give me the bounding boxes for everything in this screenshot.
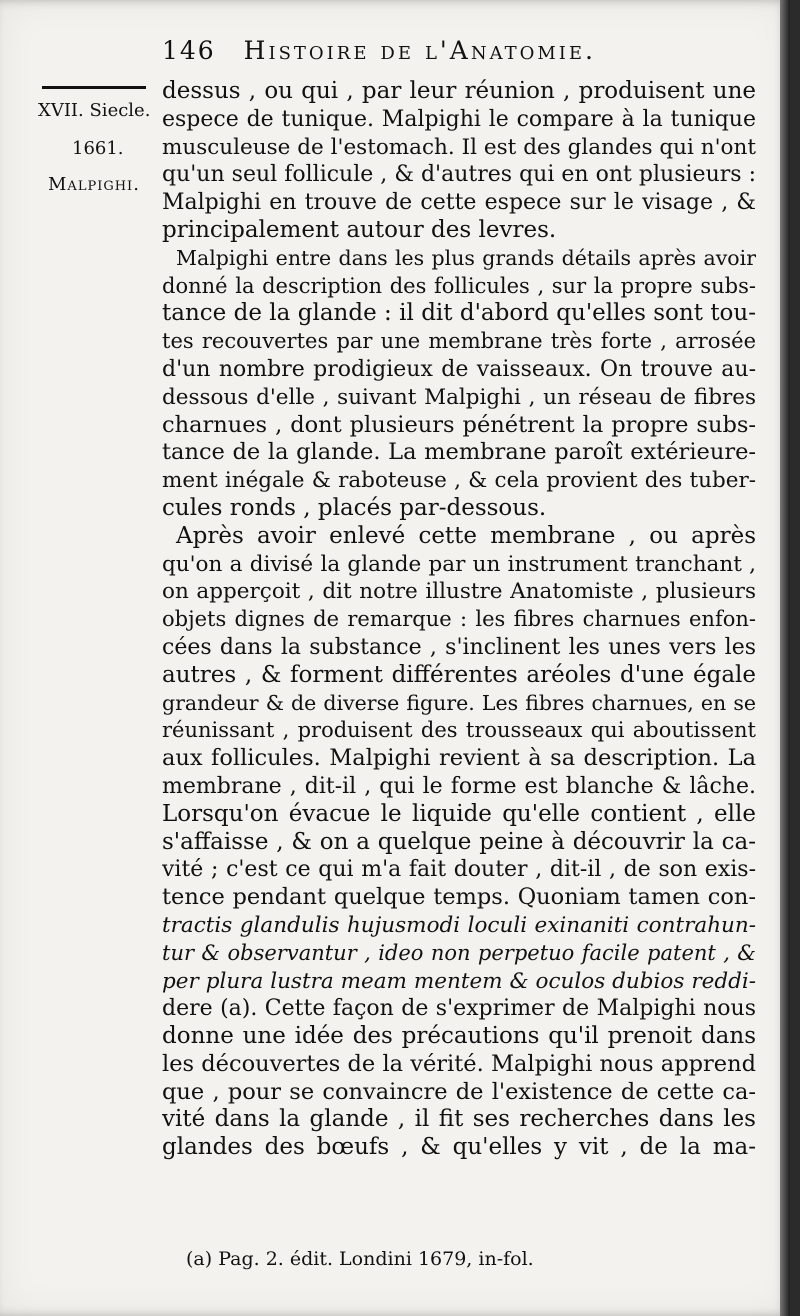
text-line: autres , & forment différentes aréoles d'une égale <box>162 661 756 688</box>
sidenote-year: 1661. <box>72 138 124 159</box>
text-line: les découvertes de la vérité. Malpighi nous apprend <box>162 1050 756 1077</box>
text-line: donne une idée des précautions qu'il prenoit dans <box>162 1023 756 1050</box>
text-line: dessus , ou qui , par leur réunion , produisent une <box>162 78 756 104</box>
text-line: tur & observantur , ideo non perpetuo facile patent , & <box>162 940 756 965</box>
page-number: 146 <box>162 36 216 65</box>
text-line: cules ronds , placés par-dessous. <box>162 494 547 521</box>
text-line: charnues , dont plusieurs pénétrent la propre subs- <box>162 411 756 438</box>
text-line: glandes des bœufs , & qu'elles y vit , de la ma- <box>162 1134 756 1161</box>
text-line: tractis glandulis hujusmodi loculi exinaniti contrahun- <box>162 912 756 938</box>
body-text <box>162 78 756 1162</box>
text-line: aux follicules. Malpighi revient à sa description. La <box>162 745 756 772</box>
text-line: tence pendant quelque temps. Quoniam tamen con- <box>162 884 756 911</box>
text-line: réunissant , produisent des trousseaux qui aboutissent <box>162 718 756 743</box>
text-line: espece de tunique. Malpighi le compare à la tunique <box>162 106 756 132</box>
text-line: donné la description des follicules , sur la propre subs- <box>162 273 756 298</box>
running-head <box>162 36 662 70</box>
text-line: objets dignes de remarque : les fibres charnues enfon- <box>162 607 756 632</box>
text-line: grandeur & de diverse figure. Les fibres charnues, en se <box>162 690 756 715</box>
text-line: Lorsqu'on évacue le liquide qu'elle contient , elle <box>162 800 756 827</box>
text-line: vité ; c'est ce qui m'a fait douter , dit-il , de son exis- <box>162 857 756 883</box>
text-line: qu'un seul follicule , & d'autres qui en ont plusieurs : <box>162 162 756 188</box>
text-line: d'un nombre prodigieux de vaisseaux. On trouve au- <box>162 356 756 382</box>
text-line: que , pour se convaincre de l'existence de cette ca- <box>162 1078 756 1105</box>
text-line: on apperçoit , dit notre illustre Anatomiste , plusieurs <box>162 579 756 605</box>
text-line: per plura lustra meam mentem & oculos dubios reddi- <box>162 968 756 994</box>
text-line: qu'on a divisé la glande par un instrument tranchant , <box>162 551 756 577</box>
text-line: Après avoir enlevé cette membrane , ou après <box>176 522 756 549</box>
page-spine-edge <box>780 0 790 1316</box>
sidenote-author: Malpighi. <box>48 174 140 195</box>
text-line: Malpighi en trouve de cette espece sur le visage , & <box>162 190 756 216</box>
text-line: vité dans la glande , il fit ses recherches dans les <box>162 1106 756 1133</box>
running-title: Histoire de l'Anatomie. <box>243 36 596 65</box>
text-line: dere (a). Cette façon de s'exprimer de Malpighi nous <box>162 996 756 1022</box>
text-line: s'affaisse , & on a quelque peine à découvrir la ca- <box>162 828 756 855</box>
text-line: cées dans la substance , s'inclinent les unes vers les <box>162 634 756 660</box>
text-line: tance de la glande. La membrane paroît extérieure- <box>162 439 756 466</box>
text-line: Malpighi entre dans les plus grands détails après avoir <box>176 245 756 270</box>
text-line: tance de la glande : il dit d'abord qu'elles sont tou- <box>162 300 756 327</box>
text-line: tes recouvertes par une membrane très forte , arrosée <box>162 329 756 354</box>
text-line: musculeuse de l'estomach. Il est des glandes qui n'ont <box>162 134 756 160</box>
text-line: ment inégale & raboteuse , & cela provient des tuber- <box>162 468 756 494</box>
sidenote-century: XVII. Siecle. <box>38 100 151 121</box>
text-line: dessous d'elle , suivant Malpighi , un réseau de fibres <box>162 384 756 410</box>
margin-rule <box>42 86 146 89</box>
text-line: principalement autour des levres. <box>162 216 557 243</box>
footnote: (a) Pag. 2. édit. Londini 1679, in-fol. <box>186 1248 534 1270</box>
text-line: membrane , dit-il , qui le forme est blanche & lâche. <box>162 773 756 799</box>
